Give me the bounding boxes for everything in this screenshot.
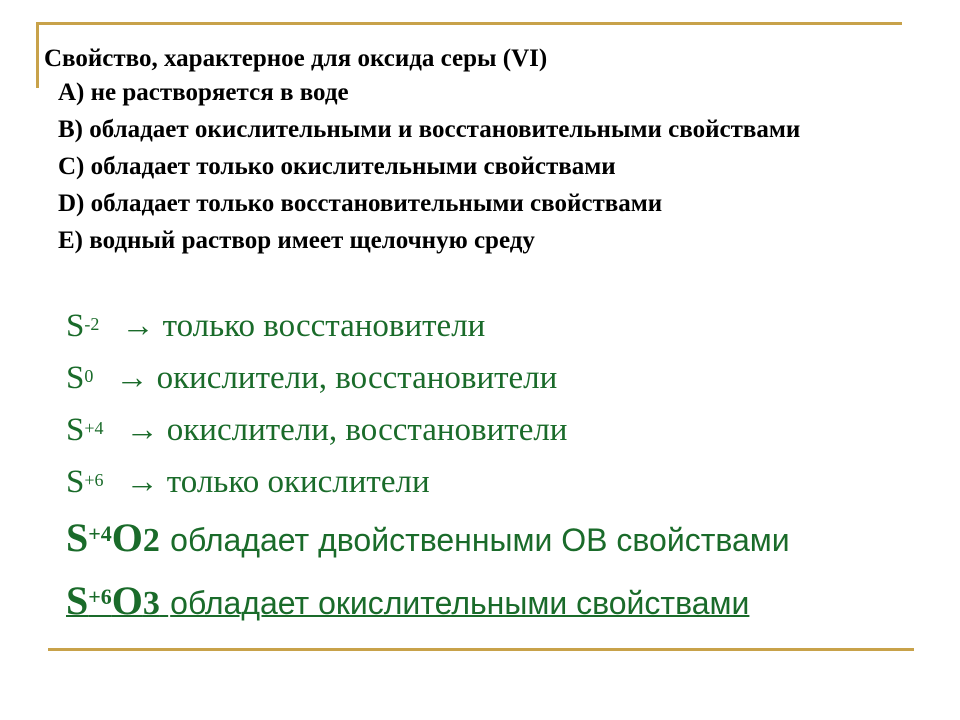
formula-element: S [66,578,89,623]
element-symbol: S [66,360,85,396]
oxidation-state: 0 [84,366,94,386]
summary-so3 [66,571,790,634]
summary-text: обладает двойственными ОВ свойствами [170,522,790,558]
arrow-icon: → [115,360,149,396]
note-text: только окислители [166,464,430,500]
note-text: окислители, восстановители [156,360,558,396]
element-symbol: S [66,308,85,344]
bottom-rule [48,648,914,651]
answer-option-c: С) обладает только окислительными свойствами [58,153,616,180]
summary-so2 [66,508,790,571]
note-text: только восстановители [162,308,486,344]
oxidation-state: -2 [84,314,100,334]
left-rule [36,22,39,88]
answer-option-a: А) не растворяется в воде [58,79,349,106]
note-s-plus4 [66,404,790,456]
oxidation-state: +6 [84,470,104,490]
note-s-0 [66,352,790,404]
arrow-icon: → [125,464,159,500]
formula-element: S [66,515,89,560]
formula-oxygen: O [111,515,143,560]
note-text: окислители, восстановители [166,412,568,448]
element-symbol: S [66,412,85,448]
answer-option-b: В) обладает окислительными и восстановительными свойствами [58,116,801,143]
formula-state: +4 [88,521,112,546]
note-s-minus2 [66,300,790,352]
note-s-plus6 [66,456,790,508]
question-block [44,44,944,259]
formula-state: +6 [88,584,112,609]
answer-options [58,74,944,259]
element-symbol: S [66,464,85,500]
question-title: Свойство, характерное для оксида серы (VI) [44,45,548,72]
oxidation-state: +4 [84,418,104,438]
formula-index: 2 [142,522,160,559]
oxidation-notes [66,300,790,634]
arrow-icon: → [125,412,159,448]
answer-option-e: Е) водный раствор имеет щелочную среду [58,227,535,254]
top-rule [36,22,902,25]
formula-index: 3 [142,585,160,622]
arrow-icon: → [121,308,155,344]
summary-text: обладает окислительными свойствами [170,585,750,621]
formula-oxygen: O [111,578,143,623]
answer-option-d: D) обладает только восстановительными свойствами [58,190,663,217]
